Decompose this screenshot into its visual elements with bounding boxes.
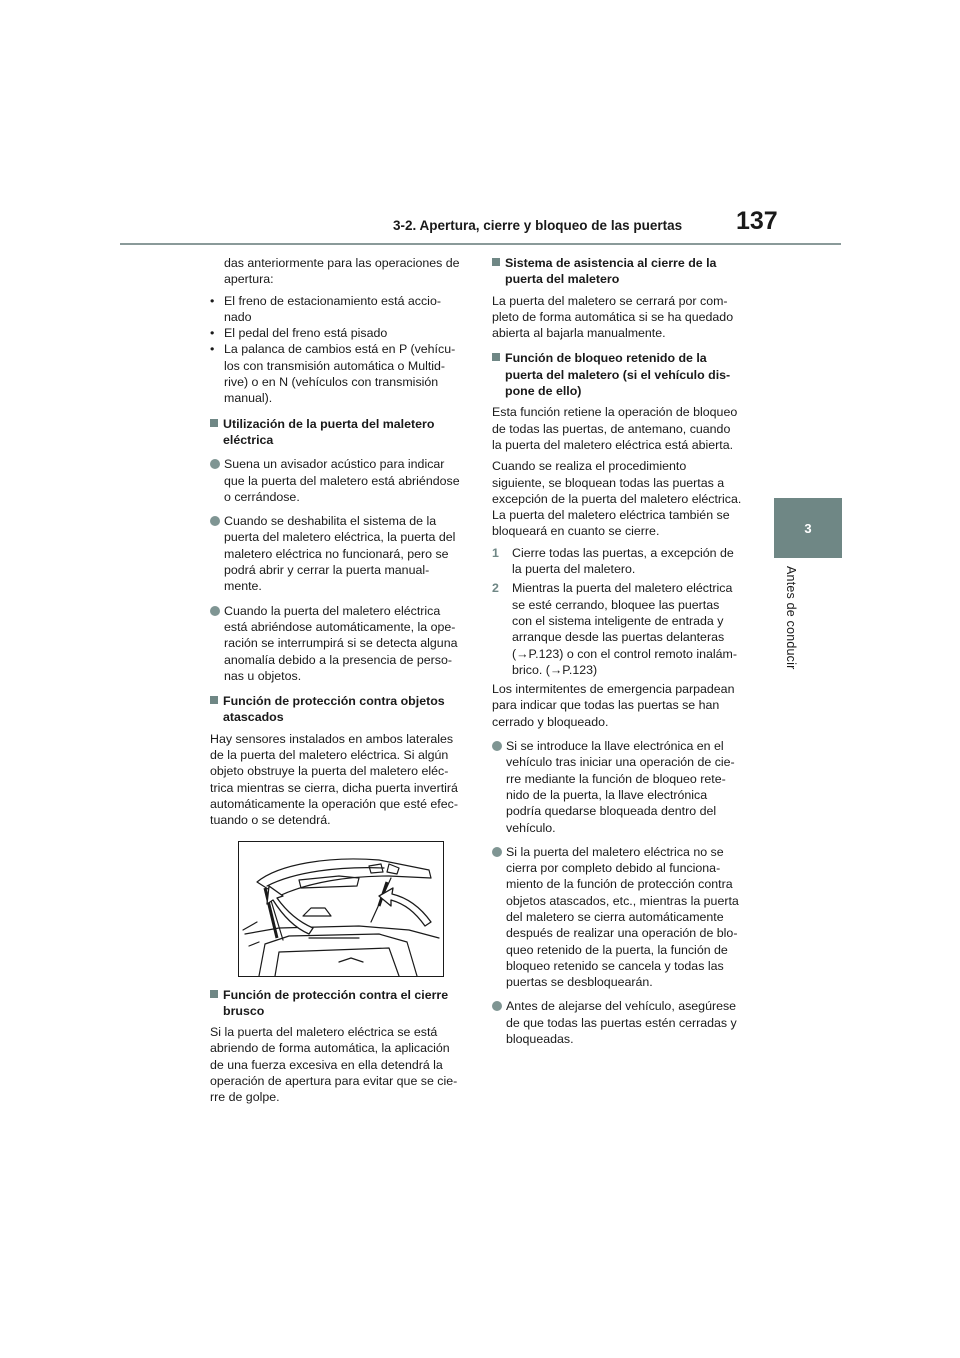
section-body: Hay sensores instalados en ambos laterales de la puerta del maletero eléctrica. Si algún objeto obstruye la puerta del maletero eléc- trica mientras se cierra, dicha puerta invertirá automáticamente la operación que esté efec- tuando o se detendrá. (210, 731, 458, 828)
step-number: 1 (492, 545, 499, 560)
square-bullet-icon (210, 990, 218, 998)
bullet-icon: • (210, 342, 215, 357)
section-heading: Utilización de la puerta del maletero eléctrica (210, 416, 472, 449)
note-item: Si se introduce la llave electrónica en el vehículo tras iniciar una operación de cie- rre mediante la función de bloqueo rete- nido de la puerta, la llave electrónica podría quedarse bloqueada dentro del vehículo. (492, 738, 754, 836)
bullet-icon: • (210, 326, 215, 341)
circle-bullet-icon (492, 847, 502, 857)
header-rule (120, 243, 841, 245)
list-item: • La palanca de cambios está en P (vehícu- los con transmisión automática o Multid- rive) o en N (vehículos con transmisión manual). (210, 342, 456, 406)
note-item: Cuando se deshabilita el sistema de la puerta del maletero eléctrica, la puerta del maletero eléctrica no funcionará, pero se podrá abrir y cerrar la puerta manual- mente. (210, 513, 472, 594)
section-heading: Función de protección contra objetos atascados (210, 693, 472, 726)
circle-bullet-icon (210, 459, 220, 469)
section-body: Cuando se realiza el procedimiento siguiente, se bloquean todas las puertas a excepción de la puerta del maletero eléctrica. La puerta del maletero eléctrica también se bloqueará en cuanto se cierre. (492, 459, 742, 539)
note-item: Si la puerta del maletero eléctrica no se cierra por completo debido al funciona- miento de la función de protección contra objetos atascados, etc., mientras la puerta del maletero se cierra automáticamente después de realizar una operación de blo- queo retenido de la puerta, la función de bloqueo retenido se cancela y todas las puertas se desbloquearán. (492, 844, 754, 991)
right-column (492, 255, 754, 1052)
left-column (210, 255, 472, 1111)
square-bullet-icon (492, 258, 500, 266)
square-bullet-icon (210, 696, 218, 704)
circle-bullet-icon (492, 1001, 502, 1011)
section-heading: Función de bloqueo retenido de la puerta del maletero (si el vehículo dis- pone de ello) (492, 350, 754, 399)
list-item: • El freno de estacionamiento está accio- nado (210, 293, 441, 324)
circle-bullet-icon (210, 516, 220, 526)
note-item: Antes de alejarse del vehículo, asegúrese de que todas las puertas estén cerradas y bloqueadas. (492, 998, 754, 1047)
square-bullet-icon (492, 353, 500, 361)
tailgate-illustration (238, 841, 444, 977)
section-heading: Función de protección contra el cierre brusco (210, 987, 472, 1020)
page-number: 137 (736, 207, 778, 235)
section-body: La puerta del maletero se cerrará por com- pleto de forma automática si se ha quedado abierta al bajarla manualmente. (492, 293, 734, 341)
chapter-tab (774, 498, 842, 558)
section-heading: Sistema de asistencia al cierre de la puerta del maletero (492, 255, 754, 288)
chapter-number: 3 (804, 520, 812, 536)
list-item: • El pedal del freno está pisado (210, 326, 388, 341)
chapter-label: Antes de conducir (784, 566, 798, 670)
step-item: 2 Mientras la puerta del maletero eléctrica se esté cerrando, bloquee las puertas con el sistema inteligente de entrada y arranque desde las puertas delanteras (→P.123) o con el control remoto inalám- brico. (→P.123) (492, 581, 737, 677)
step-item: 1 Cierre todas las puertas, a excepción de la puerta del maletero. (492, 545, 734, 577)
tailgate-sensor-drawing (239, 842, 443, 976)
intro-text: das anteriormente para las operaciones de apertura: (224, 256, 460, 287)
conditions-list (210, 293, 472, 407)
section-body: Si la puerta del maletero eléctrica se está abriendo de forma automática, la aplicación de una fuerza excesiva en ella detendrá la operación de apertura para evitar que se cie- rre de golpe. (210, 1025, 458, 1105)
section-title: 3-2. Apertura, cierre y bloqueo de las puertas (393, 218, 683, 233)
section-body: Esta función retiene la operación de bloqueo de todas las puertas, de antemano, cuando la puerta del maletero eléctrica está abierta. (492, 405, 738, 452)
note-item: Cuando la puerta del maletero eléctrica está abriéndose automáticamente, la ope- ración se interrumpirá si se detecta alguna anomalía debido a la presencia de perso- nas u objetos. (210, 603, 472, 684)
circle-bullet-icon (210, 606, 220, 616)
step-number: 2 (492, 581, 499, 596)
section-body: Los intermitentes de emergencia parpadean para indicar que todas las puertas se han cerrado y bloqueado. (492, 682, 735, 729)
circle-bullet-icon (492, 741, 502, 751)
square-bullet-icon (210, 419, 218, 427)
bullet-icon: • (210, 293, 215, 308)
note-item: Suena un avisador acústico para indicar que la puerta del maletero está abriéndose o cerrándose. (210, 456, 472, 505)
